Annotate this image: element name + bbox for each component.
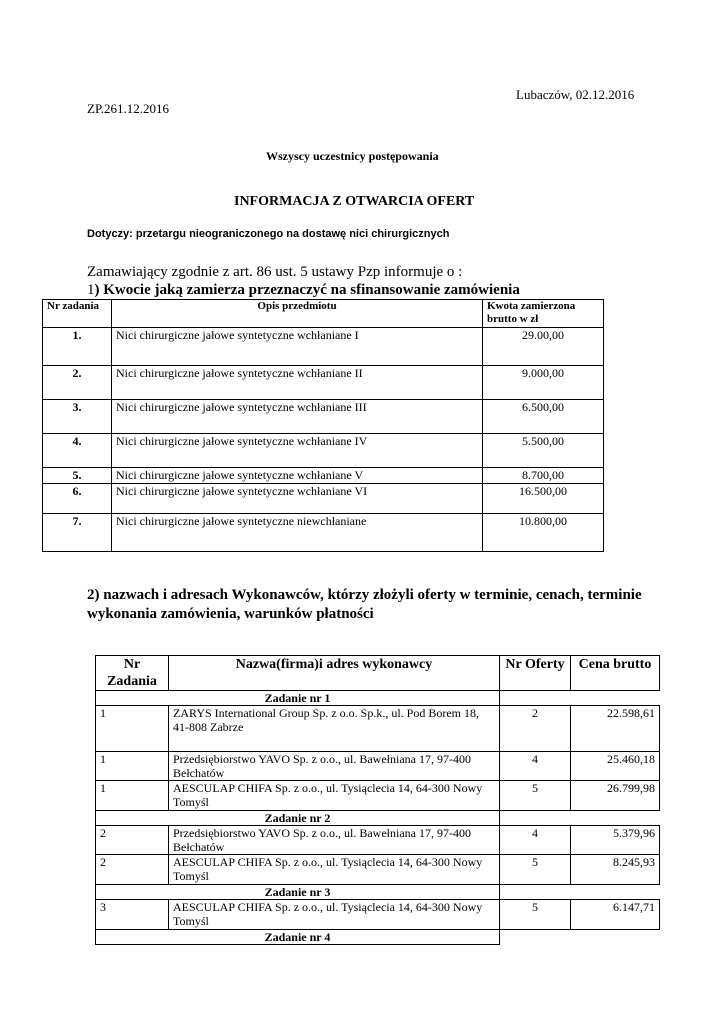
- col-header-nr: Nr zadania: [43, 300, 112, 328]
- place-date: Lubaczów, 02.12.2016: [516, 87, 635, 102]
- row-nr: 2.: [43, 366, 112, 400]
- group-header: [96, 811, 660, 826]
- page-title: INFORMACJA Z OTWARCIA OFERT: [234, 194, 475, 209]
- section2-title-line1: 2) nazwach i adresach Wykonawców, którzy złożyli oferty w terminie, cenach, terminie: [87, 587, 642, 603]
- table-row: [43, 514, 604, 552]
- row-nazwa: ZARYS International Group Sp. z o.o. Sp.k., ul. Pod Borem 18, 41-808 Zabrze: [169, 706, 500, 752]
- row-oferta: 5: [500, 781, 571, 811]
- row-kwota: 9.000,00: [483, 366, 604, 400]
- row-kwota: 8.700,00: [483, 468, 604, 484]
- row-nazwa: AESCULAP CHIFA Sp. z o.o., ul. Tysiąclecia 14, 64-300 Nowy Tomyśl: [169, 855, 500, 885]
- table-row: [43, 434, 604, 468]
- row-oferta: 4: [500, 752, 571, 781]
- section1-heading: [87, 282, 520, 299]
- table-row: [96, 706, 660, 752]
- row-opis: Nici chirurgiczne jałowe syntetyczne niewchłaniane: [112, 514, 483, 552]
- row-cena: 25.460,18: [571, 752, 660, 781]
- group-label: Zadanie nr 4: [96, 930, 500, 945]
- row-oferta: 2: [500, 706, 571, 752]
- table-row: [96, 900, 660, 930]
- row-nr: 4.: [43, 434, 112, 468]
- group-label: Zadanie nr 1: [96, 691, 500, 706]
- row-opis: Nici chirurgiczne jałowe syntetyczne wchłaniane IV: [112, 434, 483, 468]
- table-row: [96, 855, 660, 885]
- row-opis: Nici chirurgiczne jałowe syntetyczne wchłaniane II: [112, 366, 483, 400]
- row-oferta: 4: [500, 826, 571, 855]
- row-nr: 2: [96, 855, 169, 885]
- group-header: [96, 885, 660, 900]
- section2-heading: [87, 586, 642, 624]
- row-nazwa: AESCULAP CHIFA Sp. z o.o., ul. Tysiąclecia 14, 64-300 Nowy Tomyśl: [169, 781, 500, 811]
- col-header-cena: Cena brutto: [571, 656, 660, 691]
- row-nr: 1: [96, 781, 169, 811]
- row-cena: 5.379,96: [571, 826, 660, 855]
- row-opis: Nici chirurgiczne jałowe syntetyczne wchłaniane VI: [112, 484, 483, 514]
- table-row: [96, 781, 660, 811]
- recipients: Wszyscy uczestnicy postępowania: [266, 149, 439, 163]
- table-row: [43, 484, 604, 514]
- row-opis: Nici chirurgiczne jałowe syntetyczne wchłaniane V: [112, 468, 483, 484]
- section1-number: 1: [87, 282, 95, 298]
- col-header-opis: Opis przedmiotu: [112, 300, 483, 328]
- row-cena: 26.799,98: [571, 781, 660, 811]
- group-header: [96, 930, 660, 945]
- section2-title-line2: wykonania zamówienia, warunków płatności: [87, 606, 374, 622]
- group-label: Zadanie nr 2: [96, 811, 500, 826]
- col-header-kwota: Kwota zamierzona brutto w zł: [483, 300, 604, 328]
- table-row: [43, 468, 604, 484]
- intro-text: Zamawiający zgodnie z art. 86 ust. 5 ustawy Pzp informuje o :: [87, 264, 463, 280]
- row-nazwa: Przedsiębiorstwo YAVO Sp. z o.o., ul. Bawełniana 17, 97-400 Bełchatów: [169, 752, 500, 781]
- row-nr: 6.: [43, 484, 112, 514]
- col-header-nazwa: Nazwa(firma)i adres wykonawcy: [169, 656, 500, 691]
- col-header-nr-oferty: Nr Oferty: [500, 656, 571, 691]
- row-kwota: 29.00,00: [483, 328, 604, 366]
- table-row: [43, 366, 604, 400]
- reference-number: ZP.261.12.2016: [87, 101, 169, 116]
- section1-title: ) Kwocie jaką zamierza przeznaczyć na sfinansowanie zamówienia: [94, 282, 520, 298]
- table-row: [96, 752, 660, 781]
- row-opis: Nici chirurgiczne jałowe syntetyczne wchłaniane III: [112, 400, 483, 434]
- budget-table: [42, 299, 604, 552]
- subject: Dotyczy: przetargu nieograniczonego na dostawę nici chirurgicznych: [87, 228, 450, 240]
- table-row: [43, 328, 604, 366]
- group-label: Zadanie nr 3: [96, 885, 500, 900]
- row-nr: 3: [96, 900, 169, 930]
- row-nr: 3.: [43, 400, 112, 434]
- table-row: [96, 826, 660, 855]
- row-kwota: 10.800,00: [483, 514, 604, 552]
- row-kwota: 16.500,00: [483, 484, 604, 514]
- row-nr: 1: [96, 752, 169, 781]
- row-oferta: 5: [500, 855, 571, 885]
- col-header-nr-zadania: Nr Zadania: [96, 656, 169, 691]
- row-nr: 1.: [43, 328, 112, 366]
- row-cena: 22.598,61: [571, 706, 660, 752]
- row-nazwa: Przedsiębiorstwo YAVO Sp. z o.o., ul. Bawełniana 17, 97-400 Bełchatów: [169, 826, 500, 855]
- group-header: [96, 691, 660, 706]
- row-kwota: 6.500,00: [483, 400, 604, 434]
- row-kwota: 5.500,00: [483, 434, 604, 468]
- row-nr: 7.: [43, 514, 112, 552]
- row-cena: 6.147,71: [571, 900, 660, 930]
- table-row: [43, 400, 604, 434]
- row-opis: Nici chirurgiczne jałowe syntetyczne wchłaniane I: [112, 328, 483, 366]
- row-nr: 5.: [43, 468, 112, 484]
- offers-table: [95, 655, 660, 945]
- row-nazwa: AESCULAP CHIFA Sp. z o.o., ul. Tysiąclecia 14, 64-300 Nowy Tomyśl: [169, 900, 500, 930]
- row-nr: 2: [96, 826, 169, 855]
- row-nr: 1: [96, 706, 169, 752]
- row-oferta: 5: [500, 900, 571, 930]
- row-cena: 8.245,93: [571, 855, 660, 885]
